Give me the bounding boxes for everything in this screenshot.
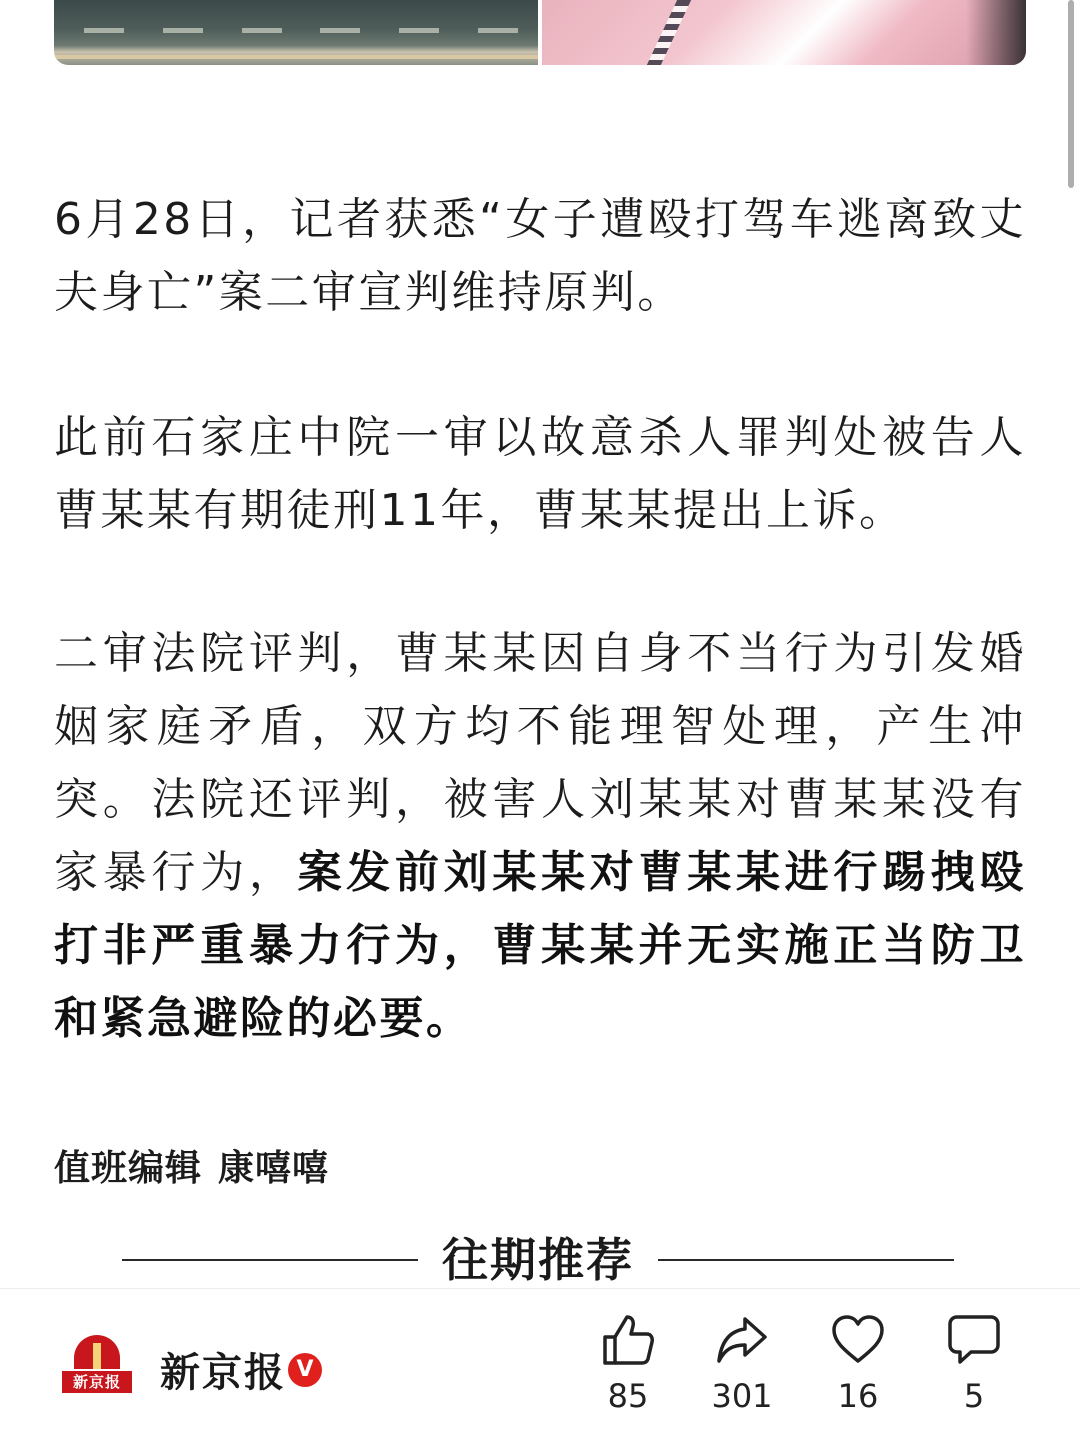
account-name[interactable]: 新京报 [160,1350,286,1396]
article-photo-strip[interactable] [54,0,1026,65]
photo-scene-left [54,0,538,65]
duty-editor [54,1140,329,1191]
past-recommendations-header [122,1228,954,1292]
paragraph-3-bold-text: 案发前刘某某对曹某某进行踢拽殴打非严重暴力行为，曹某某并无实施正当防卫和紧急避险的必要。 [54,847,1027,1044]
thumbs-up-icon [601,1313,655,1367]
scrollbar[interactable] [1068,0,1074,188]
share-arrow-icon [715,1313,769,1367]
like-count: 85 [607,1377,649,1415]
comment-count: 5 [963,1377,985,1415]
like-button[interactable] [578,1313,678,1423]
editor-name: 康嘻嘻 [218,1148,330,1189]
divider-right [658,1259,954,1261]
section-title: 往期推荐 [442,1233,634,1287]
share-count: 301 [711,1377,773,1415]
paragraph-3 [54,617,1026,1055]
heart-icon [831,1313,885,1367]
photo-portrait-right [542,0,1026,65]
comment-button[interactable] [924,1313,1024,1423]
favorite-count: 16 [837,1377,879,1415]
bottom-action-bar [0,1288,1080,1440]
verified-badge-icon: V [288,1353,322,1387]
paragraph-2: 此前石家庄中院一审以故意杀人罪判处被告人曹某某有期徒刑11年，曹某某提出上诉。 [54,412,1026,536]
comment-bubble-icon [947,1313,1001,1367]
logo-text: 新京报 [62,1371,132,1393]
paragraph-1: 6月28日，记者获悉“女子遭殴打驾车逃离致丈夫身亡”案二审宣判维持原判。 [54,194,1026,318]
share-button[interactable] [692,1313,792,1423]
editor-label: 值班编辑 [54,1148,203,1189]
favorite-button[interactable] [808,1313,908,1423]
account-logo[interactable] [62,1335,132,1397]
paragraph-3-text: 二审法院评判，曹某某因自身不当行为引发婚姻家庭矛盾，双方均不能理智处理，产生冲突。法院还评判，被害人刘某某对曹某某没有家暴行为， [54,628,1026,898]
